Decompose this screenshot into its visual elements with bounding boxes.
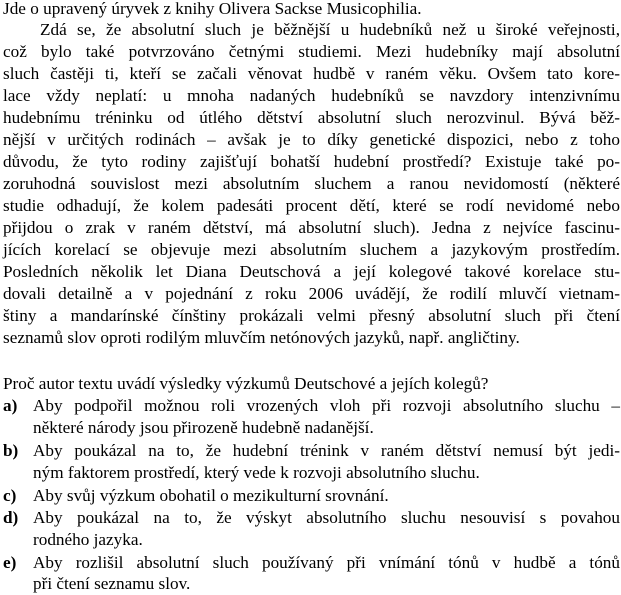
option-text-line: Aby svůj výzkum obohatil o mezikulturní srovnání. [33, 486, 389, 505]
passage-line: jících korelací se objevuje mezi absolutním sluchem a jazykovým prostředím. [3, 240, 620, 259]
passage-line: štiny a mandarínské čínštiny prokázali velmi přesný absolutní sluch při čtení [3, 306, 620, 325]
passage-line: seznamů slov oproti rodilým mluvčím netónových jazyků, např. angličtiny. [3, 328, 520, 347]
passage-line: důvodu, že tyto rodiny zajišťují bohatší hudební prostředí? Existuje také po- [3, 152, 620, 171]
passage-line: Posledních několik let Diana Deutschová a její kolegové takové korelace stu- [3, 262, 620, 281]
option-text-line: Aby poukázal na to, že výskyt absolutního sluchu nesouvisí s povahou [33, 508, 620, 527]
option-letter: e) [3, 553, 17, 572]
option-letter: b) [3, 441, 19, 460]
option-letter: c) [3, 486, 17, 505]
option-text-line: Aby poukázal na to, že hudební trénink v raném dětství nemusí být jedi- [33, 441, 620, 460]
option-text-line: rodného jazyka. [33, 530, 143, 549]
intro-text: Jde o upravený úryvek z knihy Olivera Sackse Musicophilia. [3, 0, 422, 18]
passage-line: hudebnímu tréninku od útlého dětství absolutní sluch nerozvinul. Bývá běž- [3, 108, 620, 127]
passage-line: zoruhodná souvislost mezi absolutním sluchem a ranou nevidomostí (některé [3, 174, 620, 193]
option-text-line: některé národy jsou přirozeně hudebně nadanější. [33, 418, 374, 437]
option-text-line: při čtení seznamu slov. [33, 574, 191, 593]
passage-line: přijdou o zrak v raném dětství, má absolutní sluch). Jedna z nejvíce fascinu- [3, 218, 620, 237]
option-letter: a) [3, 396, 18, 415]
passage-line: lace vždy neplatí: u mnoha nadaných hudebníků se navzdory intenzivnímu [3, 86, 620, 105]
option-text-line: Aby rozlišil absolutní sluch používaný při vnímání tónů v hudbě a tónů [33, 553, 620, 572]
option-text-line: Aby podpořil možnou roli vrozených vloh při rozvoji absolutního sluchu – [33, 396, 620, 415]
option-text-line: ným faktorem prostředí, který vede k rozvoji absolutního sluchu. [33, 463, 480, 482]
passage-line: dovali detailně a v pojednání z roku 2006 uvádějí, že rodilí mluvčí vietnam- [3, 284, 620, 303]
passage-line: což bylo také potvrzováno četnými studiemi. Mezi hudebníky mají absolutní [3, 42, 620, 61]
question-text: Proč autor textu uvádí výsledky výzkumů Deutschové a jejích kolegů? [3, 374, 489, 393]
passage-line: Zdá se, že absolutní sluch je běžnější u hudebníků než u široké veřejnosti, [40, 20, 620, 39]
option-letter: d) [3, 508, 19, 527]
passage-line: studie odhadují, že kolem padesáti procent dětí, které se rodí nevidomé nebo [3, 196, 620, 215]
passage-line: nější v určitých rodinách – avšak je to díky genetické dispozici, nebo z toho [3, 130, 620, 149]
passage-line: sluch častěji ti, kteří se začali věnovat hudbě v raném věku. Ovšem tato kore- [3, 64, 620, 83]
